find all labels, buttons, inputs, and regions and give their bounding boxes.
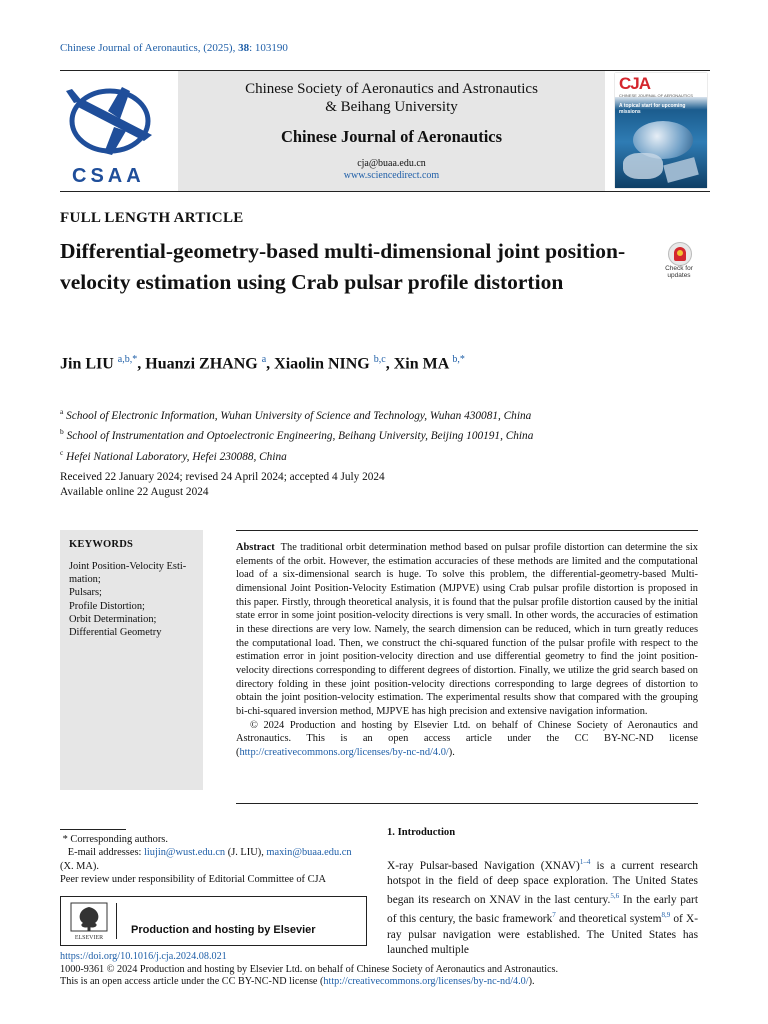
svg-text:ELSEVIER: ELSEVIER xyxy=(74,935,104,941)
keyword-item: Joint Position-Velocity Esti-mation; xyxy=(69,561,187,586)
footnotes: * Corresponding authors. E-mail addresses: liujin@wust.edu.cn (J. LIU), maxin@buaa.edu.cn (X. MA). Peer review under responsibility of Editorial Committee of CJA xyxy=(60,833,370,887)
author-affiliation-marker[interactable]: b,c xyxy=(373,354,386,365)
affiliation-item: $^c$ Hefei National Laboratory, Hefei 230088, China xyxy=(60,447,287,463)
footer-license: This is an open access article under the CC BY-NC-ND license (http://creativecommons.org/licenses/by-nc-nd/4.0/). xyxy=(60,976,535,988)
csaa-plane-icon xyxy=(60,77,170,167)
author-list: Jin LIU $^{a,b,*}$, Huanzi ZHANG $^a$, Xiaolin NING $^{b,c}$, Xin MA $^{b,*}$ xyxy=(60,354,465,373)
author-name[interactable]: Jin LIU xyxy=(60,355,118,373)
journal-cover-image[interactable] xyxy=(615,73,707,188)
citation-link[interactable]: 1–4 xyxy=(579,858,591,866)
citation-link[interactable]: 5,6 xyxy=(610,892,620,901)
license-link[interactable]: http://creativecommons.org/licenses/by-nc-nd/4.0/ xyxy=(239,746,449,758)
keyword-item: Differential Geometry xyxy=(69,627,162,639)
keyword-item: Profile Distortion; xyxy=(69,600,145,612)
journal-header xyxy=(60,70,710,192)
email-link[interactable]: liujin@wust.edu.cn xyxy=(143,847,226,859)
article-type: FULL LENGTH ARTICLE xyxy=(60,210,244,226)
citation-link[interactable]: 8,9 xyxy=(661,911,671,920)
check-updates-label: Check for updates xyxy=(665,265,693,279)
journal-reference[interactable]: Chinese Journal of Aeronautics, (2025), 38: 103190 xyxy=(60,42,288,54)
footnote-rule xyxy=(60,829,126,830)
cover-brand: CJA xyxy=(619,74,651,93)
author-name[interactable]: Xin MA xyxy=(393,355,453,373)
author-name[interactable]: Xiaolin NING xyxy=(274,355,374,373)
email-link[interactable]: maxin@buaa.edu.cn xyxy=(266,847,352,859)
author-name[interactable]: Huanzi ZHANG xyxy=(145,355,262,373)
elsevier-hosting-text: Production and hosting by Elsevier xyxy=(131,924,316,936)
abstract-bottom-rule xyxy=(236,803,698,804)
citation-link[interactable]: 7 xyxy=(552,911,556,920)
keywords-box xyxy=(60,530,203,790)
section-heading-introduction: 1. Introduction xyxy=(387,827,456,838)
affiliations xyxy=(60,404,533,465)
article-dates xyxy=(60,470,385,500)
society-line-2: & Beihang University xyxy=(325,99,458,115)
article-title: Differential-geometry-based multi-dimensional joint position-velocity estimation using Crab pulsar profile distortion xyxy=(60,239,626,294)
abstract-top-rule xyxy=(236,530,698,531)
keyword-item: Pulsars; xyxy=(69,587,102,599)
elsevier-tree-icon xyxy=(69,901,109,941)
sciencedirect-link[interactable]: www.sciencedirect.com xyxy=(343,170,440,181)
author-affiliation-marker[interactable]: b,* xyxy=(452,354,465,365)
society-line-1: Chinese Society of Aeronautics and Astronautics xyxy=(245,81,538,97)
check-updates-icon xyxy=(668,242,692,266)
keyword-item: Orbit Determination; xyxy=(69,613,157,625)
cover-subtitle: CHINESE JOURNAL OF AERONAUTICS xyxy=(619,93,693,98)
abstract-label: Abstract xyxy=(236,542,275,553)
email-note: E-mail addresses: liujin@wust.edu.cn (J. LIU), maxin@buaa.edu.cn xyxy=(67,847,352,859)
affiliation-item: $^a$ School of Electronic Information, Wuhan University of Science and Technology, Wuhan 430081, China xyxy=(60,407,532,422)
online-date: Available online 22 August 2024 xyxy=(60,486,209,498)
abstract-text: The traditional orbit determination method based on pulsar profile distortion can determine the six elements of the orbit. However, the estimation accuracies of these methods are limited and the computational load of a six-dimensional search is huge. To solve this problem, the differential-geometry-based Multi-dimensional Joint Position-Velocity Estimation (MJPVE) using Crab pulsar profile distortion is proposed in this paper. Firstly, through theoretical analysis, it is found that the pulsar profile distortion caused by the initial state error in some joint position-velocity directions is very small. In other words, the accuracies of estimation in these directions are very low. Namely, the search dimension can be reduced, which in turn greatly reduces the computational load. Then, we construct the chi-squared function of the pulsar profile with respect to the estimation error in joint position-velocity direction and use differential geometry to find the joint position-velocity directions corresponding to different degrees of distortion. Finally, we utilize the grid search based on directory folding in these joint position-velocity directions corresponding to large degrees of distortion to obtain the joint position-velocity estimation. The experimental results show that compared with the grouping bi-chi-squared inversion method, MJPVE has high precision and extensive navigation information. xyxy=(236,542,698,717)
received-dates: Received 22 January 2024; revised 24 April 2024; accepted 4 July 2024 xyxy=(60,471,385,483)
keywords-list xyxy=(69,560,197,639)
csaa-logo xyxy=(60,77,170,187)
affiliation-item: $^b$ School of Instrumentation and Optoelectronic Engineering, Beihang University, Beijing 100191, China xyxy=(60,427,534,443)
page-footer xyxy=(60,951,558,989)
abstract-body xyxy=(236,541,698,719)
abstract-copyright: © 2024 Production and hosting by Elsevier Ltd. on behalf of Chinese Society of Aeronautics and Astronautics. This is an open access article under the CC BY-NC-ND license (http://creativecommons.org/licenses/by-nc-nd/4.0/). xyxy=(236,719,698,758)
issn-copyright: 1000-9361 © 2024 Production and hosting by Elsevier Ltd. on behalf of Chinese Society of Aeronautics and Astronautics. xyxy=(60,963,559,975)
corresponding-note: * Corresponding authors. xyxy=(60,834,168,845)
journal-name: Chinese Journal of Aeronautics xyxy=(280,127,503,146)
logo-text: CSAA xyxy=(72,165,145,187)
author-affiliation-marker[interactable]: a,b,* xyxy=(117,354,138,365)
check-for-updates-button[interactable] xyxy=(660,242,698,282)
footer-license-link[interactable]: http://creativecommons.org/licenses/by-nc-nd/4.0/ xyxy=(323,976,529,988)
cover-headline: A topical start for upcoming missions xyxy=(619,103,686,115)
author-affiliation-marker[interactable]: a xyxy=(261,354,267,365)
abstract xyxy=(236,541,698,760)
journal-email[interactable]: cja@buaa.edu.cn xyxy=(357,158,426,169)
peer-review-note: Peer review under responsibility of Editorial Committee of CJA xyxy=(60,874,327,886)
doi-link[interactable]: https://doi.org/10.1016/j.cja.2024.08.021 xyxy=(60,951,227,962)
introduction-text: X-ray Pulsar-based Navigation (XNAV)$^{1-4}$ is a current research hotspot in the field of deep space exploration. The United States began its research on XNAV in the last century.$^{5,6}$ In the early part of this century, the basic framework$^7$ and theoretical system$^{8,9}$ of X-ray pulsar navigation were established. The United States has launched multiple xyxy=(387,858,699,956)
keywords-heading: KEYWORDS xyxy=(69,539,134,550)
elsevier-hosting-box[interactable] xyxy=(60,896,367,946)
